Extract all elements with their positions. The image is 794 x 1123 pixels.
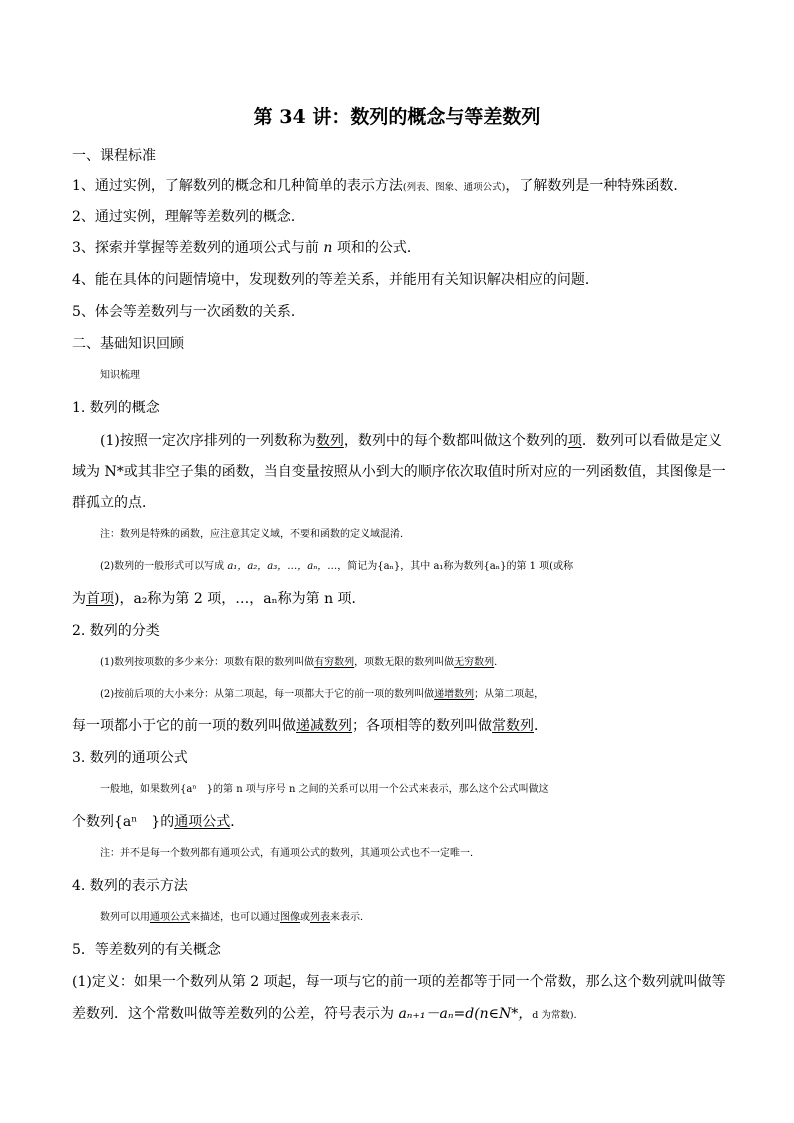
para-classification-order-2: 每一项都小于它的前一项的数列叫做递减数列；各项相等的数列叫做常数列． xyxy=(72,718,548,734)
section-heading-review: 二、基础知识回顾 xyxy=(72,336,184,352)
para-general-term-1: 一般地，如果数列{aⁿ }的第 n 项与序号 n 之间的关系可以用一个公式来表示，那么这个公式叫做这 xyxy=(100,784,549,795)
subheading-knowledge: 知识梳理 xyxy=(100,370,140,381)
heading-representation: 4. 数列的表示方法 xyxy=(72,878,188,894)
para-sequence-definition-2: 域为 N*或其非空子集的函数，当自变量按照从小到大的顺序依次取值时所对应的一列函数值，其图像是一 xyxy=(72,464,726,480)
note-general-term: 注：并不是每一个数列都有通项公式，有通项公式的数列，其通项公式也不一定唯一． xyxy=(100,848,480,859)
heading-sequence-classification: 2. 数列的分类 xyxy=(72,623,160,639)
heading-general-term: 3. 数列的通项公式 xyxy=(72,750,188,766)
section-heading-standards: 一、课程标准 xyxy=(72,148,156,164)
standard-item-2: 2、通过实例，理解等差数列的概念． xyxy=(72,209,305,225)
standard-item-1: 1、通过实例，了解数列的概念和几种简单的表示方法(列表、图象、通项公式)，了解数列是一种特殊函数． xyxy=(72,178,688,194)
note-sequence-function: 注：数列是特殊的函数，应注意其定义域，不要和函数的定义域混淆． xyxy=(100,529,410,540)
para-general-form-2: 为首项)，a₂称为第 2 项，…，aₙ称为第 n 项． xyxy=(72,591,366,607)
standard-item-4: 4、能在具体的问题情境中，发现数列的等差关系，并能用有关知识解决相应的问题． xyxy=(72,272,599,288)
para-arithmetic-definition-1: (1)定义：如果一个数列从第 2 项起，每一项与它的前一项的差都等于同一个常数，那么这个数列就叫做等 xyxy=(72,974,726,990)
para-sequence-definition-3: 群孤立的点． xyxy=(72,495,156,511)
standard-item-3: 3、探索并掌握等差数列的通项公式与前 n 项和的公式． xyxy=(72,240,421,256)
heading-arithmetic-sequence: 5．等差数列的有关概念 xyxy=(72,942,221,958)
para-classification-count: (1)数列按项数的多少来分：项数有限的数列叫做有穷数列，项数无限的数列叫做无穷数列． xyxy=(100,657,505,668)
para-sequence-definition-1: (1)按照一定次序排列的一列数称为数列，数列中的每个数都叫做这个数列的项．数列可以看做是定义 xyxy=(100,433,722,449)
para-general-form-1: (2)数列的一般形式可以写成 a₁，a₂，a₃，…，aₙ，…，简记为{aₙ}，其中 a₁称为数列{aₙ}的第 1 项(或称 xyxy=(100,561,574,572)
para-classification-order-1: (2)按前后项的大小来分：从第二项起，每一项都大于它的前一项的数列叫做递增数列；从第二项起， xyxy=(100,689,545,700)
page-title: 第 34 讲：数列的概念与等差数列 xyxy=(253,106,541,128)
standard-item-5: 5、体会等差数列与一次函数的关系． xyxy=(72,304,305,320)
para-general-term-2: 个数列{aⁿ }的通项公式． xyxy=(72,814,245,830)
para-representation: 数列可以用通项公式来描述，也可以通过图像或列表来表示． xyxy=(100,912,370,923)
para-arithmetic-definition-2: 差数列．这个常数叫做等差数列的公差，符号表示为 aₙ₊₁－aₙ=d(n∈N*，d 为常数)． xyxy=(72,1006,584,1022)
heading-sequence-concept: 1. 数列的概念 xyxy=(72,400,160,416)
